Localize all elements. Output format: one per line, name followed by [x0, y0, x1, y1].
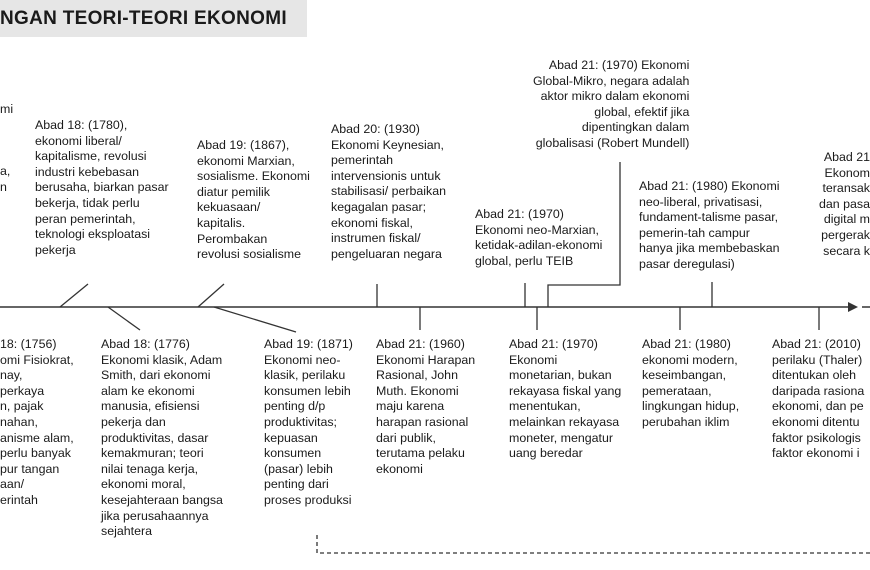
- event-above-5: Abad 21: (1970) Ekonomi Global-Mikro, negara adalah aktor mikro dalam ekonomi global, efektif jika dipentingkan dalam globalisasi (Robert Mundell): [533, 58, 690, 150]
- timeline-arrowhead: [848, 302, 858, 312]
- event-below-6: Abad 21: (2010) perilaku (Thaler) ditentukan oleh daripada rasiona ekonomi, dan pe ekonomi ditentu faktor psikologis faktor ekonomi i: [772, 337, 865, 461]
- event-above-1: Abad 18: (1780), ekonomi liberal/ kapitalisme, revolusi industri kebebasan berusaha, biarkan pasar bekerja, tidak perlu peran pemerintah, teknologi eksploatasi pekerja: [35, 118, 169, 257]
- event-below-4: Abad 21: (1970) Ekonomi monetarian, bukan rekayasa fiskal yang menentukan, melainkan rekayasa moneter, mengatur uang beredar: [509, 337, 622, 461]
- connector-a1: [60, 284, 88, 307]
- event-above-3: Abad 20: (1930) Ekonomi Keynesian, pemerintah intervensionis untuk stabilisasi/ perbaikan kegagalan pasar; ekonomi fiskal, instrumen fiskal/ pengeluaran negara: [331, 122, 447, 261]
- event-below-2: Abad 19: (1871) Ekonomi neo- klasik, perilaku konsumen lebih penting d/p produktivitas; kepuasan konsumen (pasar) lebih penting dari proses produksi: [264, 337, 353, 507]
- event-above-4: Abad 21: (1970) Ekonomi neo-Marxian, ketidak-adilan-ekonomi global, perlu TEIB: [475, 207, 603, 268]
- event-below-3: Abad 21: (1960) Ekonomi Harapan Rasional, John Muth. Ekonomi maju karena harapan rasional dari publik, terutama pelaku ekonomi: [376, 337, 476, 476]
- event-below-0: 18: (1756) omi Fisiokrat, nay, perkaya n, pajak nahan, anisme alam, perlu banyak pur tangan aan/ erintah: [0, 337, 74, 507]
- event-below-5: Abad 21: (1980) ekonomi modern, keseimbangan, pemerataan, lingkungan hidup, perubahan iklim: [642, 337, 740, 429]
- event-above-7: Abad 21 Ekonom teransak dan pasa digital m pergerak secara k: [819, 150, 870, 258]
- event-above-6: Abad 21: (1980) Ekonomi neo-liberal, privatisasi, fundament-talisme pasar, pemerin-tah campur hanya jika membebaskan pasar deregulasi): [639, 179, 780, 271]
- event-above-0: mi a, n: [0, 102, 14, 194]
- page-title: NGAN TEORI-TEORI EKONOMI: [0, 8, 287, 29]
- event-above-2: Abad 19: (1867), ekonomi Marxian, sosialisme. Ekonomi diatur pemilik kekuasaan/ kapitalis. Perombakan revolusi sosialisme: [197, 138, 310, 262]
- dashed-return-line: [317, 535, 870, 553]
- connector-b1: [108, 307, 140, 330]
- event-below-1: Abad 18: (1776) Ekonomi klasik, Adam Smith, dari ekonomi alam ke ekonomi manusia, efisiensi pekerja dan produktivitas, dasar kemakmuran; teori nilai tenaga kerja, ekonomi moral, kesejahteraan bangsa jika perusahaannya sejahtera: [101, 337, 223, 539]
- connector-b2: [214, 307, 296, 332]
- connector-a2: [198, 284, 224, 307]
